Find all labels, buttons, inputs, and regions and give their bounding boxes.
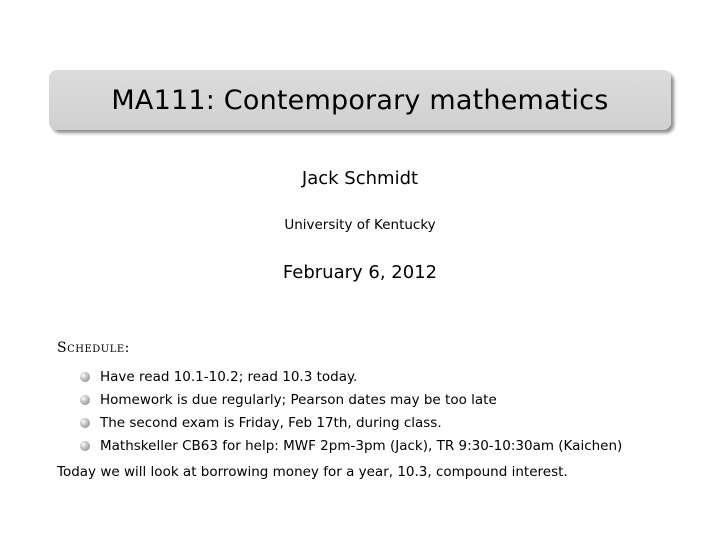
list-item (80, 388, 622, 411)
list-item (80, 365, 622, 388)
list-item-text: Mathskeller CB63 for help: MWF 2pm-3pm (Jack), TR 9:30-10:30am (Kaichen) (100, 437, 623, 454)
bullet-icon (80, 441, 90, 451)
schedule-heading: Schedule: (57, 340, 130, 356)
list-item-text: The second exam is Friday, Feb 17th, during class. (100, 414, 442, 431)
list-item (80, 411, 622, 434)
slide-title: MA111: Contemporary mathematics (111, 84, 609, 116)
closing-text: Today we will look at borrowing money for a year, 10.3, compound interest. (57, 464, 568, 480)
bullet-icon (80, 372, 90, 382)
list-item-text: Have read 10.1-10.2; read 10.3 today. (100, 368, 358, 385)
title-box (49, 70, 671, 130)
list-item-text: Homework is due regularly; Pearson dates may be too late (100, 391, 497, 408)
institute-name: University of Kentucky (284, 217, 436, 233)
bullet-icon (80, 418, 90, 428)
slide-date: February 6, 2012 (282, 262, 438, 283)
author-name: Jack Schmidt (301, 168, 419, 189)
schedule-list (80, 365, 622, 457)
list-item (80, 434, 622, 457)
bullet-icon (80, 395, 90, 405)
